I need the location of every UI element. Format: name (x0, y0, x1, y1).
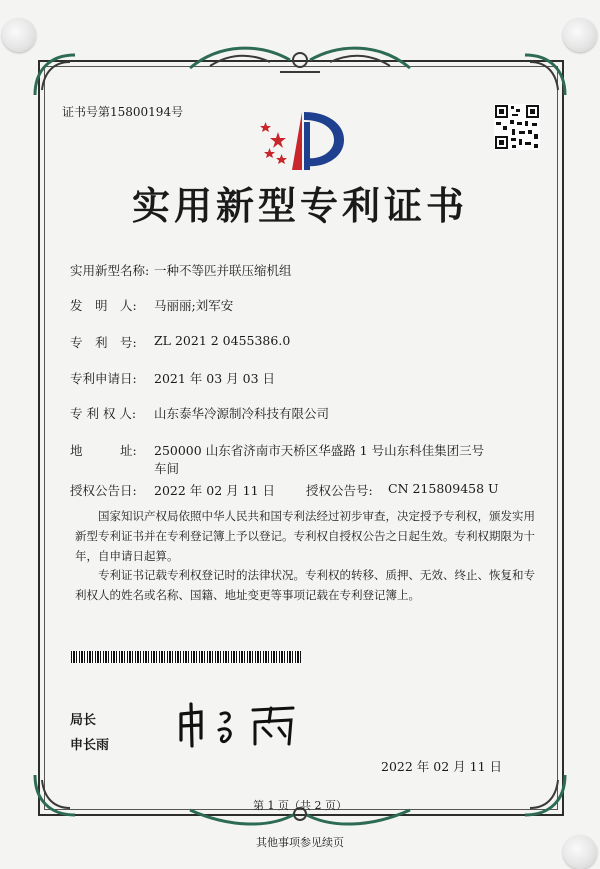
name-value: 一种不等匹并联压缩机组 (154, 263, 292, 278)
patent-no-label: 专 利 号: (70, 335, 137, 350)
address-value-line1: 250000 山东省济南市天桥区华盛路 1 号山东科佳集团三号 (154, 443, 485, 458)
barcode (71, 651, 301, 663)
certificate-title: 实用新型专利证书 (131, 183, 468, 228)
signature-date: 2022 年 02 月 11 日 (381, 759, 502, 774)
qr-code (494, 104, 540, 150)
grant-date-label: 授权公告日: (70, 483, 137, 498)
continuation-note: 其他事项参见续页 (256, 836, 344, 849)
grant-no-label: 授权公告号: (306, 483, 373, 498)
name-label: 实用新型名称: (70, 263, 150, 278)
director-title: 局长 (70, 713, 97, 728)
address-value-line2: 车间 (154, 461, 180, 476)
body-paragraph-1: 国家知识产权局依照中华人民共和国专利法经过初步审查，决定授予专利权，颁发实用新型专利证书并在专利登记簿上予以登记。专利权自授权公告之日起生效。专利权期限为十年，自申请日起算。 (75, 509, 535, 563)
patentee-value: 山东泰华冷源制冷科技有限公司 (154, 406, 330, 421)
filing-date-label: 专利申请日: (70, 371, 137, 386)
filing-date-value: 2021 年 03 月 03 日 (154, 371, 275, 386)
address-label: 地 址: (70, 443, 137, 458)
director-name: 申长雨 (70, 738, 110, 753)
corner-hole-top-right (563, 18, 597, 52)
grant-no-value: CN 215809458 U (388, 481, 499, 496)
top-ornament (180, 38, 420, 78)
patent-no-value: ZL 2021 2 0455386.0 (154, 333, 291, 348)
corner-ornament-top-left (30, 50, 80, 100)
handwritten-signature (175, 700, 305, 750)
inventor-value: 马丽丽;刘军安 (154, 298, 234, 313)
grant-date-value: 2022 年 02 月 11 日 (154, 483, 275, 498)
cnipa-logo (258, 108, 350, 176)
patentee-label: 专 利 权 人: (70, 406, 137, 421)
body-paragraph-2: 专利证书记载专利权登记时的法律状况。专利权的转移、质押、无效、终止、恢复和专利权人的姓名或名称、国籍、地址变更等事项记载在专利登记簿上。 (75, 568, 535, 602)
certificate-number: 证书号第15800194号 (62, 105, 184, 119)
inventor-label: 发 明 人: (70, 298, 137, 313)
corner-ornament-top-right (520, 50, 570, 100)
corner-hole-top-left (2, 18, 36, 52)
page-info: 第 1 页（共 2 页） (253, 799, 347, 812)
